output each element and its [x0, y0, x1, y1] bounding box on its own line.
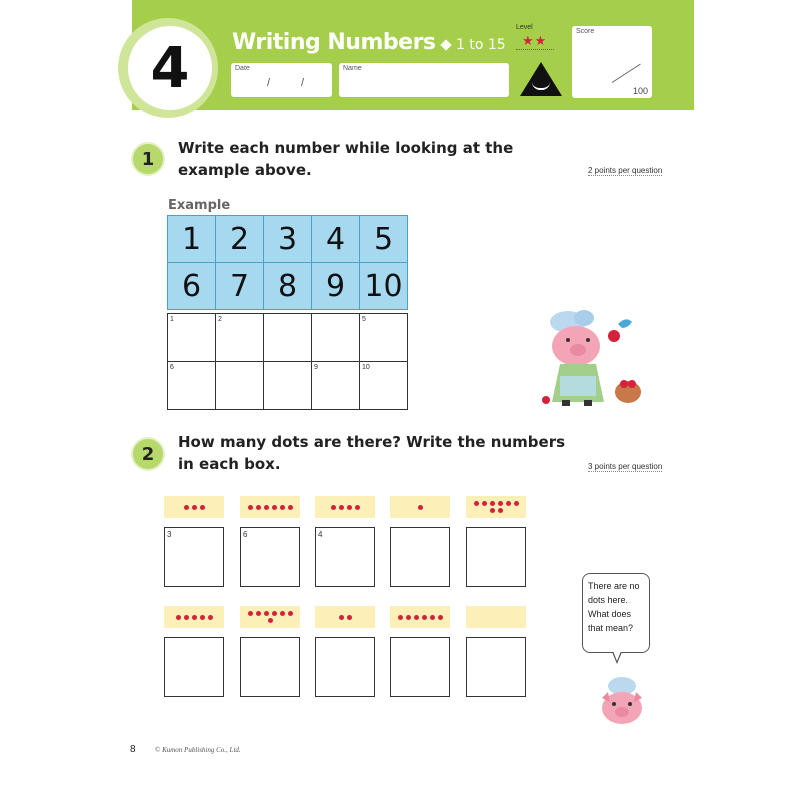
writing-box-hint: 1 — [170, 316, 174, 323]
date-slash-2: / — [301, 77, 305, 89]
example-digit: 9 — [312, 263, 360, 310]
example-digit: 2 — [216, 216, 264, 263]
dot-card — [164, 496, 224, 518]
dot — [406, 615, 411, 620]
dot — [248, 611, 253, 616]
dot — [514, 501, 519, 506]
dot — [184, 615, 189, 620]
answer-hint: 3 — [167, 530, 172, 539]
range-text: 1 to 15 — [456, 37, 506, 53]
dot — [280, 611, 285, 616]
dot — [248, 505, 253, 510]
pig-chef-small-icon — [598, 676, 648, 732]
example-digit: 4 — [312, 216, 360, 263]
dot — [200, 505, 205, 510]
writing-box[interactable] — [216, 314, 264, 362]
example-digit: 6 — [168, 263, 216, 310]
name-field[interactable] — [339, 63, 509, 97]
dot-card — [466, 496, 526, 518]
example-digit: 3 — [264, 216, 312, 263]
example-grid — [167, 215, 408, 310]
writing-box[interactable] — [360, 362, 408, 410]
dot — [280, 505, 285, 510]
page-title: Writing Numbers — [232, 30, 436, 55]
answer-hint: 4 — [318, 530, 323, 539]
writing-box[interactable] — [312, 314, 360, 362]
dot — [498, 508, 503, 513]
writing-box-hint: 2 — [218, 316, 222, 323]
dot — [268, 618, 273, 623]
bubble-tail-inner — [613, 651, 621, 661]
question-1-number: 1 — [131, 142, 165, 176]
writing-box[interactable] — [216, 362, 264, 410]
diamond-icon — [440, 39, 451, 50]
writing-box-hint: 10 — [362, 364, 370, 371]
dot — [288, 611, 293, 616]
dot-card — [315, 496, 375, 518]
dot-card — [315, 606, 375, 628]
writing-box-hint: 6 — [170, 364, 174, 371]
dot — [347, 615, 352, 620]
dot — [414, 615, 419, 620]
dot — [192, 505, 197, 510]
answer-box[interactable] — [240, 527, 300, 587]
page-number: 8 — [130, 744, 136, 755]
score-box[interactable] — [572, 26, 652, 98]
dot — [256, 505, 261, 510]
dot — [482, 501, 487, 506]
answer-box[interactable] — [240, 637, 300, 697]
dot — [331, 505, 336, 510]
dot — [347, 505, 352, 510]
date-field[interactable] — [231, 63, 332, 97]
example-digit: 10 — [360, 263, 408, 310]
question-1-points: 2 points per question — [588, 166, 663, 175]
question-1-text: Write each number while looking at the example above. — [178, 139, 514, 179]
dot — [184, 505, 189, 510]
name-label: Name — [343, 65, 362, 72]
example-digit: 8 — [264, 263, 312, 310]
example-digit: 1 — [168, 216, 216, 263]
dot — [200, 615, 205, 620]
level-underline — [516, 49, 554, 50]
dot-card — [240, 496, 300, 518]
answer-hint: 6 — [243, 530, 248, 539]
score-divider — [612, 64, 641, 83]
writing-box[interactable] — [168, 314, 216, 362]
date-slash-1: / — [267, 77, 271, 89]
dot — [506, 501, 511, 506]
answer-box[interactable] — [315, 527, 375, 587]
answer-box[interactable] — [164, 527, 224, 587]
example-digit: 5 — [360, 216, 408, 263]
writing-box[interactable] — [168, 362, 216, 410]
writing-box[interactable] — [264, 362, 312, 410]
pig-chef-icon — [538, 300, 648, 412]
answer-box[interactable] — [466, 637, 526, 697]
dot — [355, 505, 360, 510]
title-range — [442, 37, 506, 53]
triangle-face-icon — [520, 62, 562, 96]
date-label: Date — [235, 65, 250, 72]
answer-box[interactable] — [466, 527, 526, 587]
dot — [430, 615, 435, 620]
writing-box[interactable] — [360, 314, 408, 362]
dot — [176, 615, 181, 620]
dot-card — [390, 496, 450, 518]
writing-grid — [167, 313, 408, 410]
dot — [418, 505, 423, 510]
answer-box[interactable] — [390, 527, 450, 587]
question-2-text: How many dots are there? Write the numbers in each box. — [178, 433, 566, 473]
dot — [272, 611, 277, 616]
score-label: Score — [576, 28, 595, 35]
example-digit: 7 — [216, 263, 264, 310]
writing-box-hint: 9 — [314, 364, 318, 371]
dot — [264, 505, 269, 510]
level-label: Level — [516, 24, 533, 31]
writing-box-hint: 5 — [362, 316, 366, 323]
dot-card — [466, 606, 526, 628]
dot — [438, 615, 443, 620]
copyright-text: © Kumon Publishing Co., Ltd. — [155, 746, 241, 754]
dot — [490, 501, 495, 506]
answer-box[interactable] — [315, 637, 375, 697]
answer-box[interactable] — [164, 637, 224, 697]
dot — [474, 501, 479, 506]
writing-box[interactable] — [312, 362, 360, 410]
level-stars: ★★ — [522, 33, 548, 48]
dot — [422, 615, 427, 620]
dot — [339, 615, 344, 620]
question-2-number: 2 — [131, 437, 165, 471]
dot — [192, 615, 197, 620]
dot — [272, 505, 277, 510]
dot — [498, 501, 503, 506]
dot — [339, 505, 344, 510]
dot — [490, 508, 495, 513]
dot — [398, 615, 403, 620]
answer-box[interactable] — [390, 637, 450, 697]
dot-card — [390, 606, 450, 628]
example-label: Example — [168, 198, 231, 213]
dot — [256, 611, 261, 616]
dot — [208, 615, 213, 620]
dot — [288, 505, 293, 510]
dot-card — [240, 606, 300, 628]
score-max: 100 — [632, 86, 648, 96]
unit-number: 4 — [128, 26, 212, 110]
speech-bubble: There are no dots here. What does that mean? — [582, 573, 650, 653]
writing-box[interactable] — [264, 314, 312, 362]
dot-card — [164, 606, 224, 628]
dot — [264, 611, 269, 616]
question-2-points: 3 points per question — [588, 462, 663, 471]
